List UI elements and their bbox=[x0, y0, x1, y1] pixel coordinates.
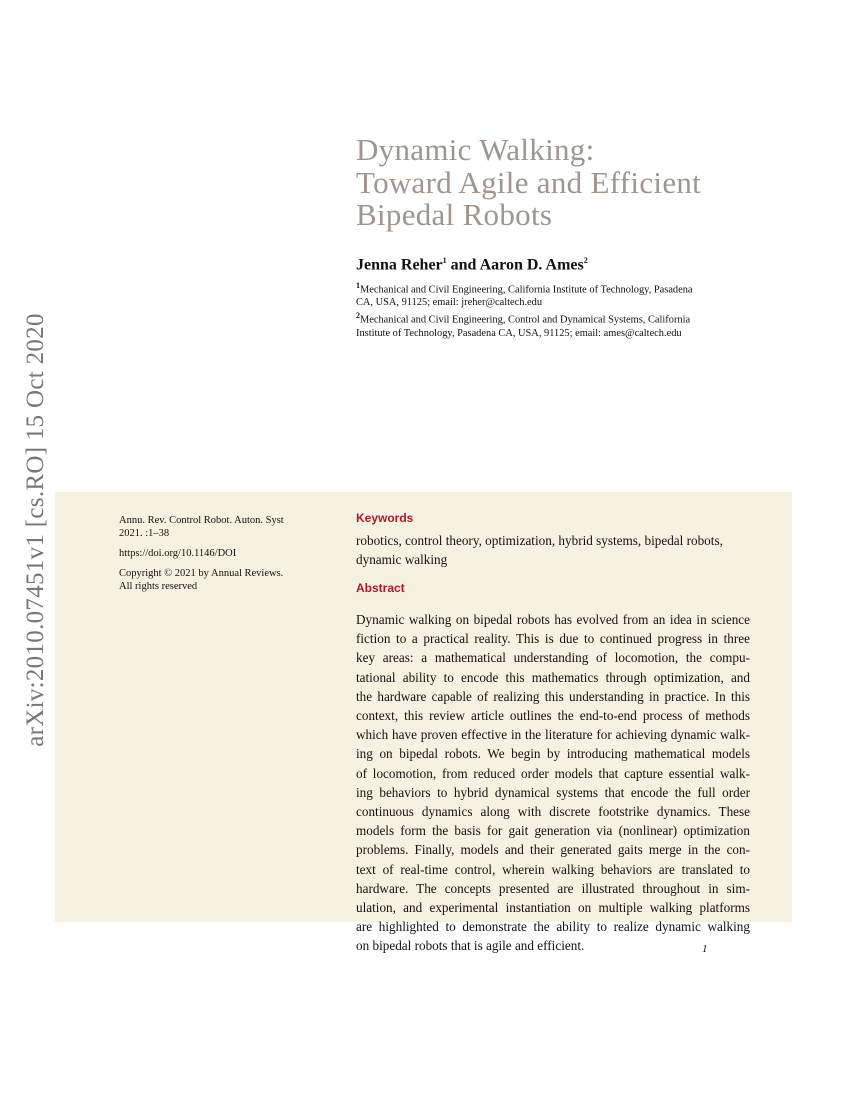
keywords bbox=[356, 532, 723, 569]
aff-line: Institute of Technology, Pasadena CA, USA, 91125; email: ames@caltech.edu bbox=[356, 327, 682, 339]
abstract-line: the hardware capable of realizing this understanding in practice. In this bbox=[356, 688, 750, 704]
doi-link[interactable]: https://doi.org/10.1146/DOI bbox=[119, 548, 237, 559]
aff-line: CA, USA, 91125; email: jreher@caltech.edu bbox=[356, 297, 543, 309]
author-sep: and bbox=[446, 256, 480, 274]
title-line: Dynamic Walking: bbox=[356, 132, 595, 167]
author-name: Aaron D. Ames bbox=[479, 256, 584, 274]
keywords-line: dynamic walking bbox=[356, 551, 448, 567]
abstract-line: of locomotion, from reduced order models that capture essential walk- bbox=[356, 765, 750, 781]
abstract-line: ing on bipedal robots. We begin by introducing mathematical models bbox=[356, 746, 750, 762]
abstract-line: are highlighted to demonstrate the ability to realize dynamic walking bbox=[356, 919, 750, 935]
abstract-line: hardware. The concepts presented are illustrated throughout in sim- bbox=[356, 880, 750, 896]
abstract-text bbox=[356, 610, 750, 956]
aff-line: Mechanical and Civil Engineering, California Institute of Technology, Pasadena bbox=[360, 284, 693, 296]
abstract-line: context, this review article outlines the end-to-end process of methods bbox=[356, 708, 750, 724]
page-number: 1 bbox=[702, 943, 708, 955]
rights: All rights reserved bbox=[119, 581, 198, 592]
abstract-line: continuous dynamics along with discrete footstrike dynamics. These bbox=[356, 804, 750, 820]
affiliations bbox=[356, 279, 693, 340]
abstract-line: tational ability to encode this mathematics through optimization, and bbox=[356, 669, 750, 685]
aff-mark: 1 bbox=[356, 281, 360, 290]
abstract-heading: Abstract bbox=[356, 581, 405, 595]
journal-name: Annu. Rev. Control Robot. Auton. Syst bbox=[119, 515, 284, 526]
aff-line: Mechanical and Civil Engineering, Control and Dynamical Systems, California bbox=[360, 314, 691, 326]
abstract-line: text of real-time control, wherein walking behaviors are translated to bbox=[356, 861, 750, 877]
abstract-line: Dynamic walking on bipedal robots has evolved from an idea in science bbox=[356, 612, 750, 627]
abstract-line: ing behaviors to hybrid dynamical systems that encode the full order bbox=[356, 784, 750, 800]
abstract-line: problems. Finally, models and their generated gaits merge in the con- bbox=[356, 842, 750, 858]
copyright: Copyright © 2021 by Annual Reviews. bbox=[119, 568, 284, 579]
arxiv-stamp: arXiv:2010.07451v1 [cs.RO] 15 Oct 2020 bbox=[22, 313, 49, 747]
abstract-line: models form the basis for gait generation via (nonlinear) optimization bbox=[356, 823, 750, 839]
abstract-line: key areas: a mathematical understanding of locomotion, the compu- bbox=[356, 650, 750, 666]
authors bbox=[356, 256, 588, 274]
abstract-line: ulation, and experimental instantiation on multiple walking platforms bbox=[356, 900, 750, 916]
journal-info bbox=[119, 514, 284, 600]
journal-year: 2021. :1–38 bbox=[119, 528, 170, 539]
paper-title bbox=[356, 134, 701, 232]
abstract-line: fiction to a practical reality. This is due to continued progress in three bbox=[356, 631, 750, 647]
author-mark: 1 bbox=[442, 256, 447, 265]
title-line: Toward Agile and Efficient bbox=[356, 164, 702, 200]
keywords-heading: Keywords bbox=[356, 511, 414, 525]
abstract-line: which have proven effective in the literature for achieving dynamic walk- bbox=[356, 727, 750, 743]
author-mark: 2 bbox=[583, 256, 588, 265]
author-name: Jenna Reher bbox=[356, 256, 443, 274]
title-line: Bipedal Robots bbox=[356, 197, 553, 232]
abstract-line: on bipedal robots that is agile and efficient. bbox=[356, 938, 585, 954]
keywords-line: robotics, control theory, optimization, hybrid systems, bipedal robots, bbox=[356, 533, 723, 548]
aff-mark: 2 bbox=[356, 311, 360, 321]
